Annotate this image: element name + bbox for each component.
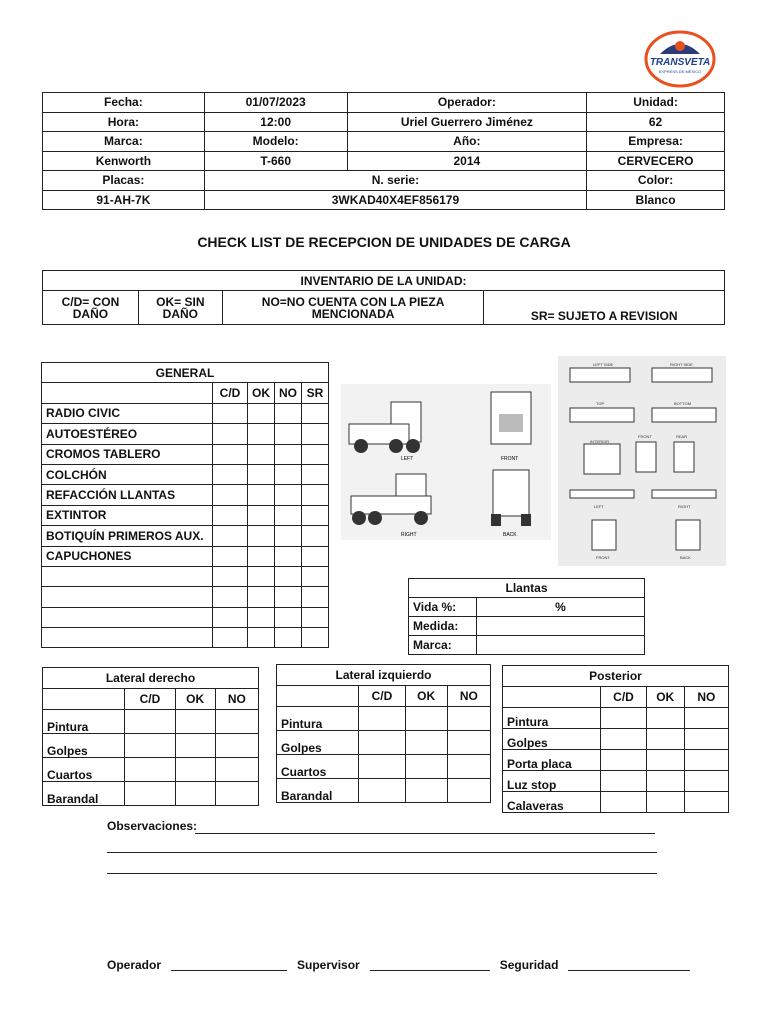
checkbox-cell[interactable]: [646, 708, 684, 729]
general-checklist-table: [41, 362, 329, 648]
unidad-label: Unidad:: [587, 93, 725, 113]
checkbox-sr[interactable]: [302, 505, 329, 525]
table-row: [277, 731, 491, 755]
checkbox-no[interactable]: [275, 505, 302, 525]
seguridad-signature-line[interactable]: [568, 958, 690, 971]
checkbox-cd[interactable]: [213, 444, 248, 464]
table-row: [43, 734, 259, 758]
truck-front-view: [491, 392, 531, 462]
trailer-views-image: [558, 356, 726, 566]
col-header: C/D: [125, 689, 175, 710]
table-row: [42, 526, 329, 546]
general-item-label: CROMOS TABLERO: [42, 444, 213, 464]
checkbox-cell[interactable]: [175, 782, 215, 806]
view-left-2: LEFT: [594, 504, 604, 509]
view-left-side: LEFT SIDE: [593, 362, 614, 367]
checkbox-cell[interactable]: [125, 710, 175, 734]
lateral-derecho-table: [42, 667, 259, 806]
checkbox-cell[interactable]: [215, 782, 258, 806]
general-item-label: RADIO CIVIC: [42, 403, 213, 423]
general-item-label: REFACCIÓN LLANTAS: [42, 485, 213, 505]
table-row: [43, 93, 725, 113]
checkbox-no[interactable]: [275, 403, 302, 423]
checkbox-cell[interactable]: [601, 771, 646, 792]
table-row: [42, 587, 329, 607]
item-label: Cuartos: [43, 758, 125, 782]
legend-no: NO=NO CUENTA CON LA PIEZA MENCIONADA: [222, 291, 484, 325]
checkbox-no[interactable]: [275, 587, 302, 607]
table-row: [42, 546, 329, 566]
hora-value[interactable]: 12:00: [204, 112, 347, 132]
checkbox-cell[interactable]: [359, 707, 405, 731]
item-label: Barandal: [43, 782, 125, 806]
hora-label: Hora:: [43, 112, 205, 132]
checkbox-cd[interactable]: [213, 505, 248, 525]
table-row: [503, 729, 729, 750]
lateral-izquierdo-heading: Lateral izquierdo: [277, 665, 491, 686]
medida-value[interactable]: [477, 617, 645, 636]
checkbox-cd[interactable]: [213, 526, 248, 546]
item-label: Pintura: [503, 708, 601, 729]
checkbox-sr[interactable]: [302, 526, 329, 546]
checkbox-cell[interactable]: [405, 707, 447, 731]
view-right: RIGHT: [401, 532, 417, 538]
table-row: [503, 708, 729, 729]
page-title: CHECK LIST DE RECEPCION DE UNIDADES DE CARGA: [197, 234, 571, 250]
checkbox-cell[interactable]: [125, 782, 175, 806]
checkbox-ok[interactable]: [248, 628, 275, 648]
table-row: [42, 628, 329, 648]
checkbox-cell[interactable]: [359, 779, 405, 803]
general-item-label: [42, 628, 213, 648]
item-label: Golpes: [43, 734, 125, 758]
checkbox-cell[interactable]: [405, 755, 447, 779]
lateral-izquierdo-table: [276, 664, 491, 803]
view-right-side: RIGHT SIDE: [670, 362, 693, 367]
checkbox-cell[interactable]: [646, 750, 684, 771]
marca-value[interactable]: Kenworth: [43, 151, 205, 171]
checkbox-ok[interactable]: [248, 526, 275, 546]
observaciones-label: Observaciones:: [107, 819, 198, 833]
checkbox-cell[interactable]: [215, 758, 258, 782]
view-back-2: BACK: [680, 555, 691, 560]
table-row: [43, 758, 259, 782]
view-bottom: BOTTOM: [674, 401, 692, 406]
placas-label: Placas:: [43, 171, 205, 191]
logo-brand: TRANSVETA: [649, 57, 711, 68]
col-header: OK: [405, 686, 447, 707]
operador-signature-label: Operador: [107, 958, 162, 972]
checkbox-cell[interactable]: [601, 729, 646, 750]
checkbox-cell[interactable]: [175, 734, 215, 758]
checkbox-cd[interactable]: [213, 587, 248, 607]
table-row: [42, 566, 329, 586]
general-item-label: AUTOESTÉREO: [42, 424, 213, 444]
table-row: [43, 190, 725, 210]
checkbox-cd[interactable]: [213, 546, 248, 566]
placas-value[interactable]: 91-AH-7K: [43, 190, 205, 210]
checkbox-ok[interactable]: [248, 485, 275, 505]
col-header: NO: [684, 687, 728, 708]
item-label: Barandal: [277, 779, 359, 803]
checkbox-ok[interactable]: [248, 607, 275, 627]
signature-row: [107, 958, 690, 972]
view-left: LEFT: [401, 456, 414, 462]
checkbox-ok[interactable]: [248, 546, 275, 566]
checkbox-sr[interactable]: [302, 587, 329, 607]
color-value[interactable]: Blanco: [587, 190, 725, 210]
checkbox-cell[interactable]: [601, 708, 646, 729]
table-row: [43, 132, 725, 152]
col-header: C/D: [359, 686, 405, 707]
unidad-value[interactable]: 62: [587, 112, 725, 132]
operador-label: Operador:: [347, 93, 587, 113]
checkbox-cell[interactable]: [684, 771, 728, 792]
col-header: NO: [447, 686, 490, 707]
table-row: [277, 707, 491, 731]
checkbox-sr[interactable]: [302, 403, 329, 423]
checkbox-sr[interactable]: [302, 464, 329, 484]
table-row: [42, 485, 329, 505]
checkbox-cd[interactable]: [213, 566, 248, 586]
empresa-value[interactable]: CERVECERO: [587, 151, 725, 171]
checkbox-ok[interactable]: [248, 587, 275, 607]
table-row: [42, 424, 329, 444]
checkbox-cell[interactable]: [175, 758, 215, 782]
serie-value[interactable]: 3WKAD40X4EF856179: [204, 190, 586, 210]
posterior-heading: Posterior: [503, 666, 729, 687]
checkbox-cell[interactable]: [359, 755, 405, 779]
table-row: [503, 771, 729, 792]
serie-label: N. serie:: [204, 171, 586, 191]
blank-header: [43, 689, 125, 710]
seguridad-signature-label: Seguridad: [499, 958, 559, 972]
checkbox-cd[interactable]: [213, 485, 248, 505]
view-right-2: RIGHT: [678, 504, 691, 509]
checkbox-cell[interactable]: [125, 758, 175, 782]
checkbox-cell[interactable]: [684, 729, 728, 750]
checkbox-no[interactable]: [275, 546, 302, 566]
checkbox-cell[interactable]: [646, 771, 684, 792]
checkbox-cell[interactable]: [447, 755, 490, 779]
general-item-label: [42, 607, 213, 627]
item-label: Pintura: [43, 710, 125, 734]
checkbox-no[interactable]: [275, 566, 302, 586]
view-front-2: FRONT: [596, 555, 610, 560]
checkbox-no[interactable]: [275, 464, 302, 484]
table-row: [43, 710, 259, 734]
checkbox-cell[interactable]: [646, 792, 684, 813]
item-label: Porta placa: [503, 750, 601, 771]
fecha-label: Fecha:: [43, 93, 205, 113]
checkbox-cell[interactable]: [601, 750, 646, 771]
checkbox-no[interactable]: [275, 628, 302, 648]
item-label: Golpes: [277, 731, 359, 755]
view-rear: REAR: [676, 434, 688, 439]
modelo-label: Modelo:: [204, 132, 347, 152]
col-ok: OK: [248, 383, 275, 403]
checkbox-no[interactable]: [275, 607, 302, 627]
observaciones-line-1[interactable]: [195, 833, 655, 834]
table-row: [43, 782, 259, 806]
col-header: C/D: [601, 687, 646, 708]
table-row: [42, 505, 329, 525]
checkbox-cell[interactable]: [405, 779, 447, 803]
operador-value[interactable]: Uriel Guerrero Jiménez: [347, 112, 587, 132]
checkbox-cell[interactable]: [601, 792, 646, 813]
checkbox-cell[interactable]: [646, 729, 684, 750]
unit-header-table: [42, 92, 725, 210]
col-header: OK: [175, 689, 215, 710]
legend-sr: SR= SUJETO A REVISION: [484, 291, 725, 325]
vida-label: Vida %:: [409, 598, 477, 617]
observaciones-line-2[interactable]: [107, 852, 657, 853]
table-row: [277, 779, 491, 803]
llantas-table: [408, 578, 645, 655]
table-row: [43, 112, 725, 132]
checkbox-cell[interactable]: [359, 731, 405, 755]
checkbox-no[interactable]: [275, 485, 302, 505]
table-row: [43, 151, 725, 171]
checkbox-cd[interactable]: [213, 628, 248, 648]
checkbox-sr[interactable]: [302, 546, 329, 566]
item-label: Pintura: [277, 707, 359, 731]
general-item-label: CAPUCHONES: [42, 546, 213, 566]
checkbox-cell[interactable]: [125, 734, 175, 758]
view-top: TOP: [596, 401, 605, 406]
view-front: FRONT: [501, 456, 519, 462]
checkbox-cell[interactable]: [447, 731, 490, 755]
checkbox-ok[interactable]: [248, 464, 275, 484]
checkbox-ok[interactable]: [248, 505, 275, 525]
truck-right-view: [351, 474, 431, 538]
general-blank-header: [42, 383, 213, 403]
color-label: Color:: [587, 171, 725, 191]
general-item-label: BOTIQUÍN PRIMEROS AUX.: [42, 526, 213, 546]
marca-llanta-label: Marca:: [409, 636, 477, 655]
supervisor-signature-label: Supervisor: [297, 958, 360, 972]
general-item-label: COLCHÓN: [42, 464, 213, 484]
checkbox-cd[interactable]: [213, 403, 248, 423]
marca-llanta-value[interactable]: [477, 636, 645, 655]
general-heading: GENERAL: [42, 363, 329, 383]
table-row: [42, 444, 329, 464]
general-item-label: EXTINTOR: [42, 505, 213, 525]
checkbox-sr[interactable]: [302, 566, 329, 586]
view-front-1: FRONT: [638, 434, 652, 439]
item-label: Calaveras: [503, 792, 601, 813]
general-item-label: [42, 566, 213, 586]
table-row: [42, 464, 329, 484]
checkbox-cell[interactable]: [447, 707, 490, 731]
checkbox-cd[interactable]: [213, 607, 248, 627]
observaciones-line-3[interactable]: [107, 873, 657, 874]
truck-left-view: [349, 402, 421, 462]
checkbox-cd[interactable]: [213, 464, 248, 484]
general-item-label: [42, 587, 213, 607]
checkbox-ok[interactable]: [248, 444, 275, 464]
checkbox-cell[interactable]: [215, 710, 258, 734]
checkbox-sr[interactable]: [302, 628, 329, 648]
anio-value[interactable]: 2014: [347, 151, 587, 171]
inventory-legend-table: [42, 270, 725, 325]
checkbox-ok[interactable]: [248, 566, 275, 586]
checkbox-ok[interactable]: [248, 403, 275, 423]
checkbox-sr[interactable]: [302, 444, 329, 464]
posterior-table: [502, 665, 729, 813]
blank-header: [277, 686, 359, 707]
checkbox-sr[interactable]: [302, 485, 329, 505]
logo-sub: EXPRESS DE MÉXICO: [658, 69, 702, 74]
checkbox-sr[interactable]: [302, 607, 329, 627]
truck-back-view: [491, 470, 531, 538]
operador-signature-line[interactable]: [171, 958, 287, 971]
col-header: OK: [646, 687, 684, 708]
inventory-heading: INVENTARIO DE LA UNIDAD:: [43, 271, 725, 291]
fecha-value[interactable]: 01/07/2023: [204, 93, 347, 113]
item-label: Luz stop: [503, 771, 601, 792]
blank-header: [503, 687, 601, 708]
item-label: Golpes: [503, 729, 601, 750]
table-row: [42, 403, 329, 423]
checkbox-cell[interactable]: [175, 710, 215, 734]
checkbox-cell[interactable]: [215, 734, 258, 758]
checkbox-cell[interactable]: [684, 750, 728, 771]
lateral-derecho-heading: Lateral derecho: [43, 668, 259, 689]
company-logo: [644, 30, 716, 88]
modelo-value[interactable]: T-660: [204, 151, 347, 171]
col-no: NO: [275, 383, 302, 403]
checkbox-ok[interactable]: [248, 424, 275, 444]
checkbox-cd[interactable]: [213, 424, 248, 444]
table-row: [42, 607, 329, 627]
supervisor-signature-line[interactable]: [370, 958, 490, 971]
medida-label: Medida:: [409, 617, 477, 636]
checkbox-cell[interactable]: [684, 792, 728, 813]
legend-ok: OK= SIN DAÑO: [138, 291, 222, 325]
vida-value[interactable]: %: [477, 598, 645, 617]
table-row: [503, 792, 729, 813]
col-sr: SR: [302, 383, 329, 403]
checkbox-no[interactable]: [275, 444, 302, 464]
view-interior: INTERIOR: [590, 439, 610, 444]
legend-cd: C/D= CON DAÑO: [43, 291, 139, 325]
col-cd: C/D: [213, 383, 248, 403]
anio-label: Año:: [347, 132, 587, 152]
empresa-label: Empresa:: [587, 132, 725, 152]
checkbox-cell[interactable]: [447, 779, 490, 803]
checkbox-no[interactable]: [275, 526, 302, 546]
col-header: NO: [215, 689, 258, 710]
checkbox-cell[interactable]: [405, 731, 447, 755]
view-back: BACK: [503, 532, 517, 538]
checkbox-no[interactable]: [275, 424, 302, 444]
marca-label: Marca:: [43, 132, 205, 152]
checkbox-cell[interactable]: [684, 708, 728, 729]
table-row: [277, 755, 491, 779]
llantas-heading: Llantas: [409, 579, 645, 598]
table-row: [503, 750, 729, 771]
checkbox-sr[interactable]: [302, 424, 329, 444]
item-label: Cuartos: [277, 755, 359, 779]
truck-views-image: [341, 384, 551, 540]
table-row: [43, 171, 725, 191]
